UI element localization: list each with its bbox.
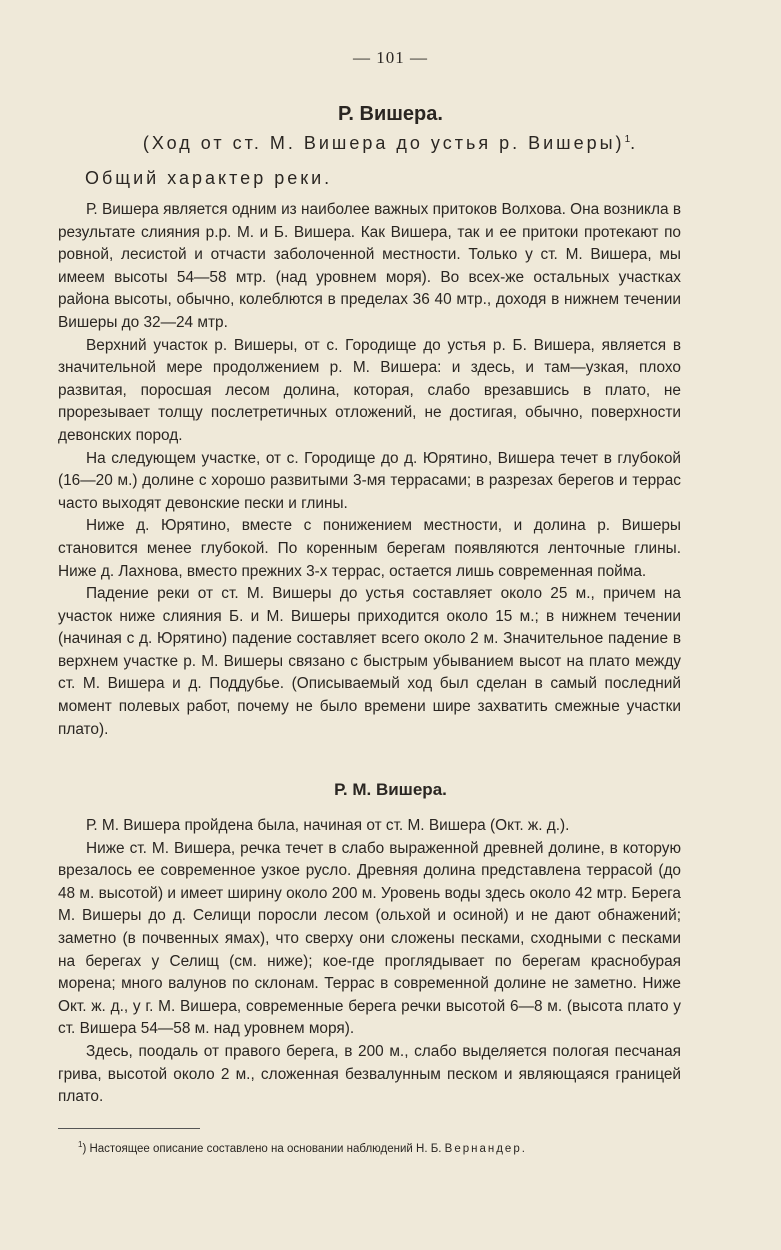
subsection-heading: Общий характер реки.	[85, 168, 333, 188]
page-number: — 101 —	[353, 48, 428, 67]
paragraph: Р. М. Вишера пройдена была, начиная от ст. М. Вишера (Окт. ж. д.).	[86, 817, 570, 834]
section2-body	[58, 815, 681, 1109]
footnote-author: Вернандер.	[444, 1142, 527, 1155]
footnote-text: ) Настоящее описание составлено на основании наблюдений Н. Б.	[82, 1142, 445, 1155]
section-title: Р. Вишера.	[338, 103, 443, 125]
subtitle-text: (Ход от ст. М. Вишера до устья р. Вишеры)	[142, 133, 625, 153]
subtitle-close: .	[630, 133, 639, 153]
section-subtitle	[0, 133, 781, 154]
paragraph: Ниже ст. М. Вишера, речка течет в слабо выраженной древней долине, в которую врезалось ее современное узкое русло. Древняя долина представлена террасой (до 48 м. высотой) и имеет ширину около 200 м. Уровень воды здесь около 42 мтр. Берега М. Вишеры до д. Селищи поросли лесом (ольхой и осиной) и не дают обнажений; заметно (в почвенных ямах), что сверху они сложены песками, сходными с песками на берегах у Селищ (см. ниже); кое-где проглядывает по берегам краснобурая морена; много валунов по склонам. Террас в современной долине не заметно. Ниже Окт. ж. д., у г. М. Вишера, современные берега речки высотой 6—8 м. (высота плато у ст. Вишера 54—58 м. над уровнем моря).	[58, 839, 681, 1038]
footnote-divider	[58, 1128, 200, 1129]
section2-title: Р. М. Вишера.	[334, 780, 447, 799]
paragraph: Верхний участок р. Вишеры, от с. Городище до устья р. Б. Вишера, является в значительной мере продолжением р. М. Вишера: и здесь, и там—узкая, плохо развитая, поросшая лесом долина, которая, слабо врезавшись в плато, не прорезывает толщу послетретичных отложений, не достигая, обычно, поверхности девонских пород.	[58, 336, 681, 444]
paragraph: Ниже д. Юрятино, вместе с понижением местности, и долина р. Вишеры становится менее глубокой. По коренным берегам появляются ленточные глины. Ниже д. Лахнова, вместо прежних 3-х террас, остается лишь современная пойма.	[58, 517, 681, 580]
paragraph: Р. Вишера является одним из наиболее важных притоков Волхова. Она возникла в результате слияния р.р. М. и Б. Вишера. Как Вишера, так и ее притоки протекают по ровной, лесистой и отчасти заболоченной местности. Только у ст. М. Вишера, мы имеем высоты 54—58 мтр. (над уровнем моря). Во всех-же остальных участках района высоты, обычно, колеблются в пределах 36 40 мтр., доходя в нижнем течении Вишеры до 32—24 мтр.	[58, 201, 681, 331]
section1-body	[58, 199, 681, 741]
footnote	[78, 1140, 688, 1155]
paragraph: Здесь, поодаль от правого берега, в 200 м., слабо выделяется пологая песчаная грива, высотой около 2 м., сложенная безвалунным песком и являющаяся границей плато.	[58, 1042, 681, 1106]
footnote-number: 1	[78, 1140, 83, 1149]
paragraph: Падение реки от ст. М. Вишеры до устья составляет около 25 м., причем на участок ниже слияния Б. и М. Вишеры приходится около 15 м.; в нижнем течении (начиная с д. Юрятино) падение составляет всего около 2 м. Значительное падение в верхнем участке р. М. Вишеры связано с быстрым убыванием высот на плато между ст. М. Вишера и д. Поддубье. (Описываемый ход был сделан в самый последний момент полевых работ, почему не было времени шире захватить смежные участки плато).	[58, 585, 681, 738]
paragraph: На следующем участке, от с. Городище до д. Юрятино, Вишера течет в глубокой (16—20 м.) долине с хорошо развитыми 3-мя террасами; в разрезах берегов и террас часто выходят девонские пески и глины.	[58, 449, 681, 512]
footnote-ref: 1	[624, 134, 631, 145]
